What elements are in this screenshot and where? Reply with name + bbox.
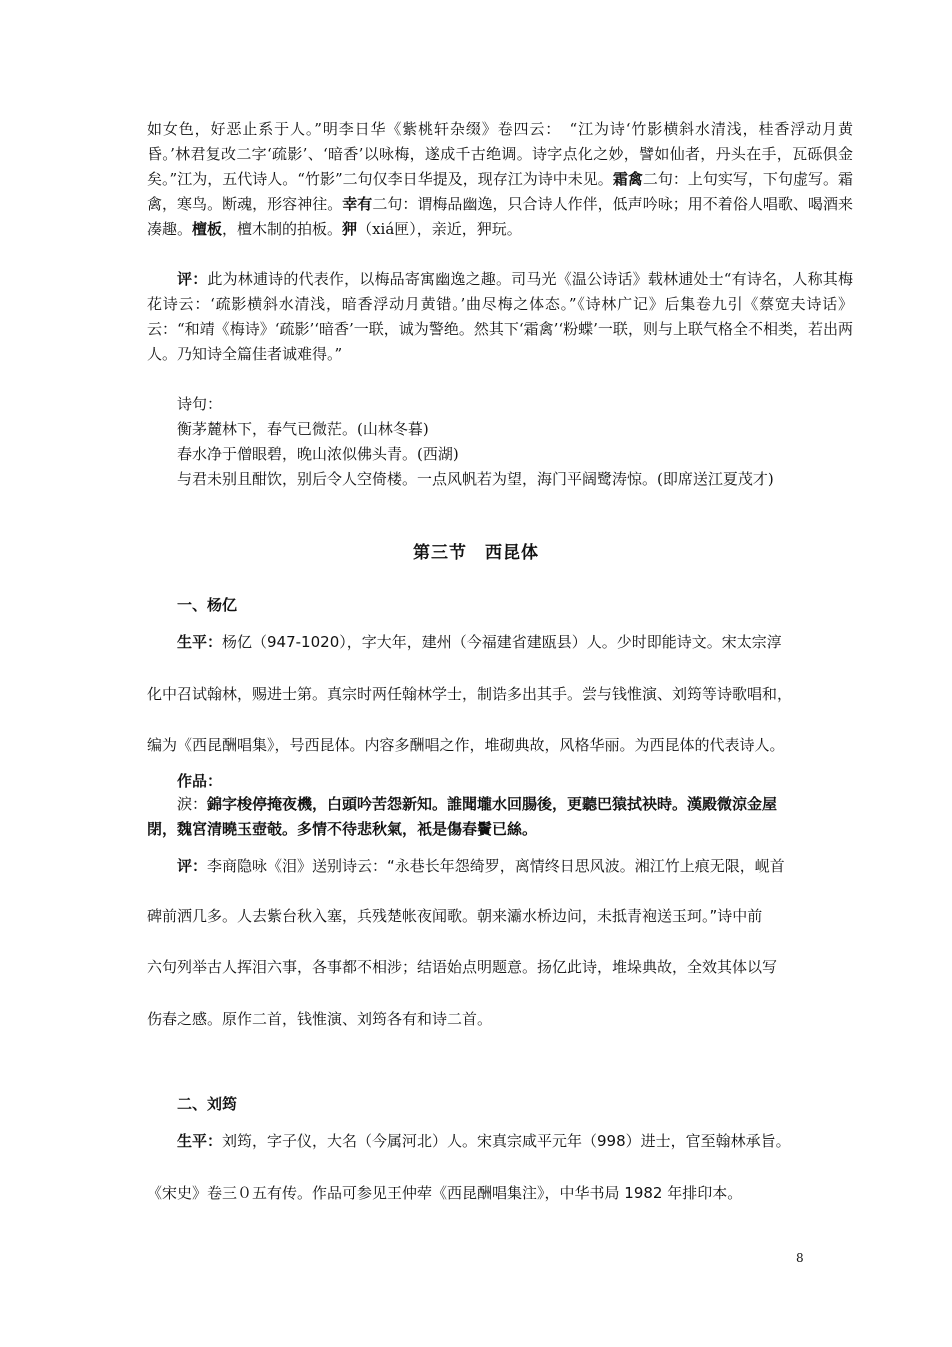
yang-yi-bio-line: 生平：杨亿（947-1020），字大年，建州（今福建省建瓯县）人。少时即能诗文。宋太宗淳 — [177, 633, 782, 651]
yang-yi-poem-line: 淚：錦字梭停掩夜機，白頭吟苦怨新知。誰聞壠水回腸後，更聽巴猿拭袂時。漢殿微涼金屋 — [177, 795, 778, 813]
yang-yi-poem-line: 閉，魏宮清曉玉壺攲。多情不待悲秋氣，衹是傷春鬢已絲。 — [147, 820, 538, 838]
term-xingyou: 幸有 — [342, 195, 373, 213]
yang-yi-comment-line: 评：李商隐咏《泪》送别诗云：“永巷长年怨绮罗，离情终日思风波。湘江竹上痕无限，岘首 — [177, 857, 785, 875]
poem-lines-label: 诗句： — [177, 395, 223, 413]
comment-label: 评： — [177, 857, 208, 875]
commentary-label: 评： — [177, 270, 208, 288]
liu-yun-bio-line: 《宋史》卷三０五有传。作品可参见王仲荦《西昆酬唱集注》，中华书局 1982 年排印本。 — [147, 1184, 743, 1202]
poem-title: 淚： — [177, 795, 208, 813]
yang-yi-bio-line: 化中召试翰林，赐进士第。真宗时两任翰林学士，制诰多出其手。尝与钱惟演、刘筠等诗歌唱和， — [147, 685, 793, 703]
yang-yi-comment-line: 碑前洒几多。人去紫台秋入塞，兵残楚帐夜闻歌。朝来灞水桥边问，未抵青袍送玉珂。”诗中前 — [147, 907, 763, 925]
bio-label: 生平： — [177, 1132, 223, 1150]
heading-yang-yi: 一、杨亿 — [177, 596, 238, 614]
yang-yi-bio-line: 编为《西昆酬唱集》，号西昆体。内容多酬唱之作，堆砌典故，风格华丽。为西昆体的代表诗人。 — [147, 736, 785, 754]
term-xia: 狎 — [342, 220, 358, 238]
term-tanban: 檀板 — [192, 220, 223, 238]
page-number: 8 — [796, 1251, 804, 1265]
liu-yun-bio-line: 生平：刘筠，字子仪，大名（今属河北）人。宋真宗咸平元年（998）进士，官至翰林承旨。 — [177, 1132, 791, 1150]
yang-yi-comment-line: 伤春之感。原作二首，钱惟演、刘筠各有和诗二首。 — [147, 1010, 493, 1028]
works-label: 作品： — [177, 772, 223, 790]
poem-line: 衡茅麓林下，春气已微茫。(山林冬暮) — [177, 420, 429, 438]
section-title: 第三节 西昆体 — [413, 543, 539, 563]
heading-liu-yun: 二、刘筠 — [177, 1095, 238, 1113]
bio-label: 生平： — [177, 633, 223, 651]
poem-line: 与君未别且酣饮，别后令人空倚楼。一点风帆若为望，海门平阔鹭涛惊。(即席送江夏茂才) — [177, 470, 774, 488]
commentary-paragraph: 评：此为林逋诗的代表作，以梅品寄寓幽逸之趣。司马光《温公诗话》载林逋处士“有诗名，人称其梅花诗云：‘疏影横斜水清浅，暗香浮动月黄错。’曲尽梅之体态。”《诗林广记》后集卷九引《蔡宽夫诗话》云：“和靖《梅诗》‘疏影’‘暗香’一联，诚为警绝。然其下‘霜禽’‘粉蝶’一联，则与上联气格全不相类，若出两人。乃知诗全篇佳者诚难得。” — [147, 270, 853, 363]
yang-yi-comment-line: 六句列举古人挥泪六事，各事都不相涉；结语始点明题意。扬亿此诗，堆垛典故，全效其体以写 — [147, 958, 778, 976]
term-shuangqin: 霜禽 — [612, 170, 643, 188]
poem-line: 春水净于僧眼碧，晚山浓似佛头青。(西湖) — [177, 445, 459, 463]
annotation-paragraph: 如女色，好恶止系于人。”明李日华《紫桃轩杂缀》卷四云： “江为诗‘竹影横斜水清浅，桂香浮动月黄昏。’林君复改二字‘疏影’、‘暗香’以咏梅，遂成千古绝调。诗字点化之妙，譬如仙者，丹头在手，瓦砾俱金矣。”江为，五代诗人。“竹影”二句仅李日华提及，现存江为诗中未见。霜禽二句：上句实写，下句虚写。霜禽，寒鸟。断魂，形容神往。幸有二句：谓梅品幽逸，只合诗人作伴，低声吟咏；用不着俗人唱歌、喝酒来凑趣。檀板，檀木制的拍板。狎（xiá匣），亲近，狎玩。 — [147, 120, 853, 238]
